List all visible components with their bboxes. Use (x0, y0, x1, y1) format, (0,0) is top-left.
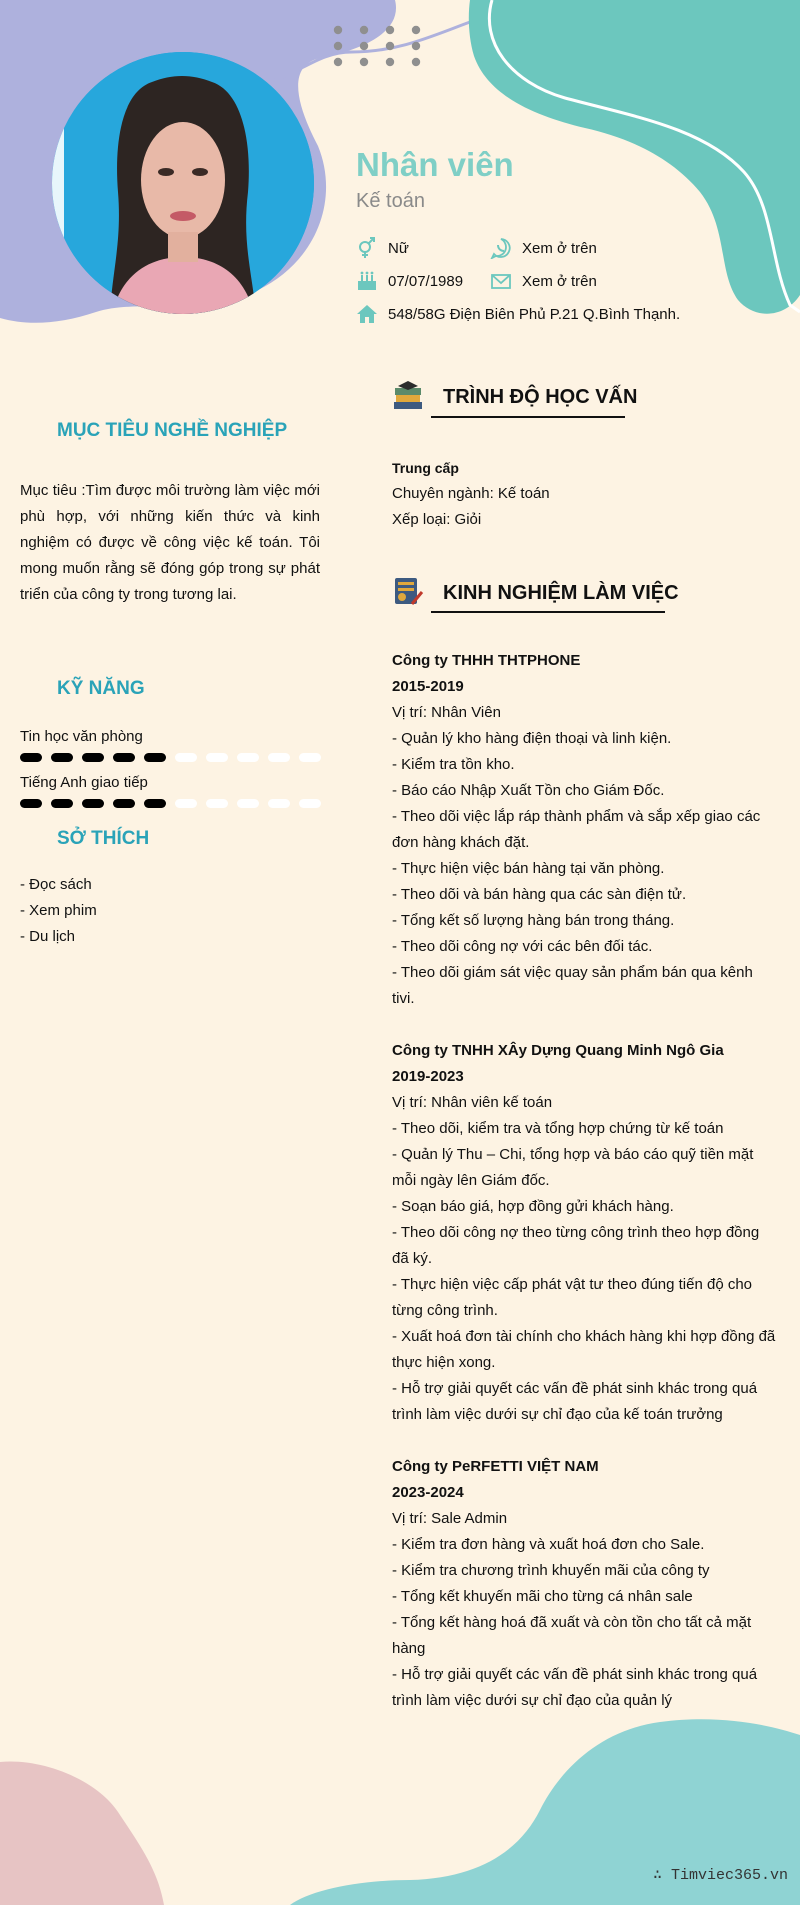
experience-section (392, 648, 777, 1714)
job-task: - Kiểm tra đơn hàng và xuất hoá đơn cho Sale. (392, 1536, 705, 1553)
job-task: - Theo dõi công nợ theo từng công trình theo hợp đồng đã ký. (392, 1224, 760, 1267)
job-task: - Theo dõi việc lắp ráp thành phẩm và sắp xếp giao các đơn hàng khách đặt. (392, 808, 761, 851)
education-level: Trung cấp (392, 460, 459, 476)
experience-underline (431, 611, 665, 613)
job-company: Công ty THHH THTPHONE (392, 652, 581, 669)
job-task: - Xuất hoá đơn tài chính cho khách hàng khi hợp đồng đã thực hiện xong. (392, 1328, 776, 1371)
skill-dot-empty (237, 799, 259, 808)
job-title: Kế toán (356, 190, 425, 212)
job-task: - Soạn báo giá, hợp đồng gửi khách hàng. (392, 1198, 674, 1215)
skill-dot-empty (268, 753, 290, 762)
job-entry (392, 1038, 777, 1428)
job-position: Vị trí: Sale Admin (392, 1510, 508, 1527)
hobby-item: - Đọc sách (20, 876, 92, 893)
skill-dot-empty (206, 753, 228, 762)
job-position: Vị trí: Nhân Viên (392, 704, 501, 721)
skill-dot-empty (299, 753, 321, 762)
skill-rating (20, 799, 320, 809)
job-task: - Quản lý Thu – Chi, tổng hợp và báo cáo quỹ tiền mặt mỗi ngày lên Giám đốc. (392, 1146, 754, 1189)
job-company: Công ty TNHH XÂy Dựng Quang Minh Ngô Gia (392, 1042, 724, 1059)
education-underline (431, 416, 625, 418)
skill-dot-filled (144, 799, 166, 808)
job-task: - Báo cáo Nhập Xuất Tồn cho Giám Đốc. (392, 782, 665, 799)
skill-dot-filled (113, 799, 135, 808)
job-position: Vị trí: Nhân viên kế toán (392, 1094, 553, 1111)
skill-name: Tin học văn phòng (20, 728, 143, 745)
job-task: - Thực hiện việc bán hàng tại văn phòng. (392, 860, 665, 877)
skill-dot-empty (237, 753, 259, 762)
job-task: - Hỗ trợ giải quyết các vấn đề phát sinh khác trong quá trình làm việc dưới sự chỉ đạo của kế toán trưởng (392, 1380, 758, 1423)
skill-dot-empty (175, 753, 197, 762)
job-entry (392, 648, 777, 1012)
skill-dot-empty (175, 799, 197, 808)
skill-rating (20, 753, 320, 763)
education-title: TRÌNH ĐỘ HỌC VẤN (443, 386, 638, 408)
job-task: - Tổng kết số lượng hàng bán trong tháng. (392, 912, 675, 929)
skill-dot-empty (299, 799, 321, 808)
objective-title: MỤC TIÊU NGHỀ NGHIỆP (57, 420, 288, 441)
job-task: - Thực hiện việc cấp phát vật tư theo đúng tiến độ cho từng công trình. (392, 1276, 753, 1319)
education-books-icon (392, 380, 424, 412)
skill-dot-filled (51, 753, 73, 762)
hobbies-list (20, 872, 97, 950)
watermark: ∴ Timviec365.vn (652, 1867, 788, 1884)
birthday-cake-icon (356, 270, 378, 292)
skill-dot-filled (51, 799, 73, 808)
education-grade: Xếp loại: Giỏi (392, 511, 482, 528)
hobbies-title: SỞ THÍCH (57, 828, 150, 849)
job-task: - Theo dõi giám sát việc quay sản phẩm bán qua kênh tivi. (392, 964, 753, 1007)
profile-photo (52, 52, 314, 314)
job-task: - Kiểm tra tồn kho. (392, 756, 515, 773)
gender-icon (356, 237, 378, 259)
job-company: Công ty PeRFETTI VIỆT NAM (392, 1458, 599, 1475)
job-period: 2015-2019 (392, 678, 464, 695)
job-task: - Kiểm tra chương trình khuyến mãi của công ty (392, 1562, 710, 1579)
job-task: - Theo dõi và bán hàng qua các sàn điện tử. (392, 886, 687, 903)
job-task: - Tổng kết hàng hoá đã xuất và còn tồn cho tất cả mặt hàng (392, 1614, 752, 1657)
skill-dot-filled (82, 799, 104, 808)
skill-dot-empty (268, 799, 290, 808)
education-major: Chuyên ngành: Kế toán (392, 485, 550, 502)
skill-name: Tiếng Anh giao tiếp (20, 774, 148, 791)
home-icon (356, 303, 378, 325)
objective-text: Mục tiêu :Tìm được môi trường làm việc mới phù hợp, với những kiến thức và kinh nghiệm có được về công việc kế toán. Tôi mong muốn rằng sẽ đóng góp trong sự phát triển của công ty trong tương lai. (20, 482, 320, 603)
job-period: 2023-2024 (392, 1484, 464, 1501)
skill-dot-filled (20, 799, 42, 808)
skill-dot-empty (206, 799, 228, 808)
job-task: - Theo dõi, kiểm tra và tổng hợp chứng từ kế toán (392, 1120, 724, 1137)
skill-dot-filled (82, 753, 104, 762)
mail-icon (490, 270, 512, 292)
hobby-item: - Xem phim (20, 902, 97, 919)
hobby-item: - Du lịch (20, 928, 76, 945)
candidate-name: Nhân viên (356, 146, 514, 183)
skill-dot-filled (144, 753, 166, 762)
job-task: - Theo dõi công nợ với các bên đối tác. (392, 938, 653, 955)
job-period: 2019-2023 (392, 1068, 464, 1085)
job-task: - Tổng kết khuyến mãi cho từng cá nhân sale (392, 1588, 693, 1605)
skills-title: KỸ NĂNG (57, 678, 145, 699)
phone-icon (490, 237, 512, 259)
skill-dot-filled (113, 753, 135, 762)
job-entry (392, 1454, 777, 1714)
experience-title: KINH NGHIỆM LÀM VIỆC (443, 582, 679, 604)
skill-dot-filled (20, 753, 42, 762)
experience-icon (392, 574, 424, 606)
education-section (392, 455, 777, 533)
job-task: - Hỗ trợ giải quyết các vấn đề phát sinh khác trong quá trình làm việc dưới sự chỉ đạo của quản lý (392, 1666, 758, 1709)
job-task: - Quản lý kho hàng điện thoại và linh kiện. (392, 730, 672, 747)
